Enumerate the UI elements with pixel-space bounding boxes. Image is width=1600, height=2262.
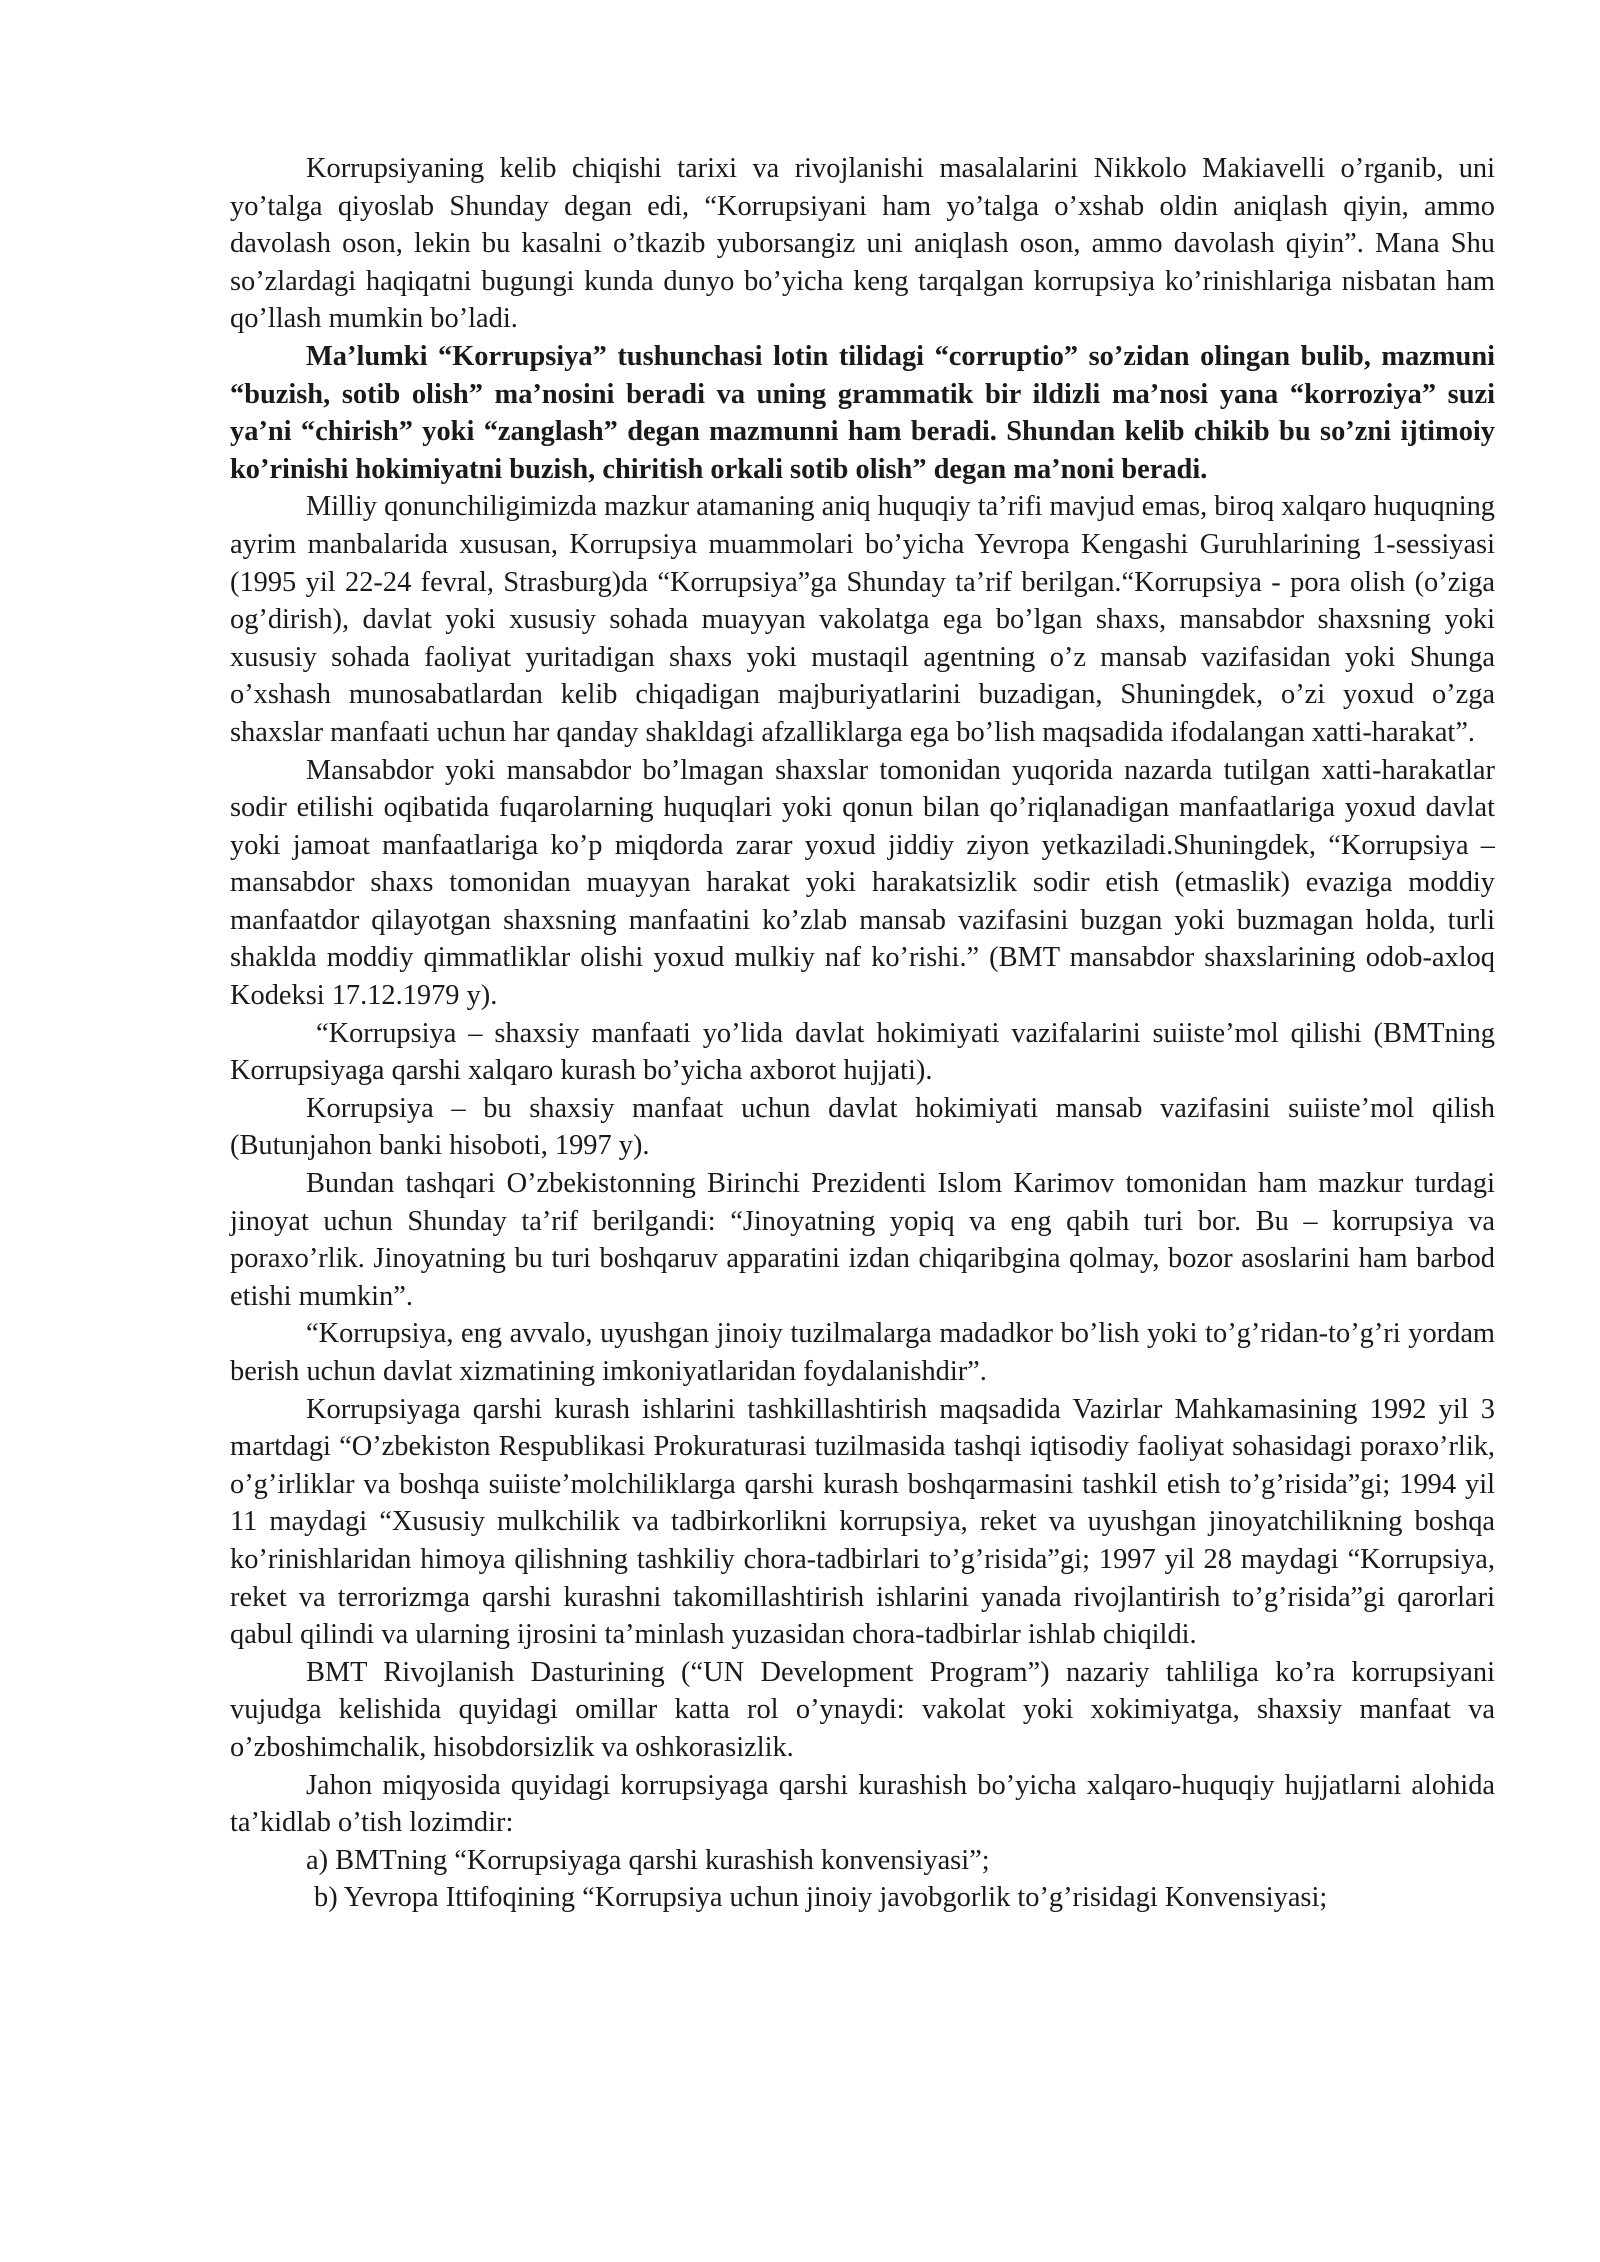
paragraph-organized-crime: “Korrupsiya, eng avvalo, uyushgan jinoiy tuzilmalarga madadkor bo’lish yoki to’g’ridan-to’g’ri yordam berish uchun davlat xizmatining imkoniyatlaridan foydalanishdir”. xyxy=(230,1318,1495,1387)
paragraph-undp-factors: BMT Rivojlanish Dasturining (“UN Development Program”) nazariy tahliliga ko’ra korrupsiyani vujudga kelishida quyidagi omillar katta rol o’ynaydi: vakolat yoki xokimiyatga, shaxsiy manfaat va o’zboshimchalik, hisobdorsizlik va oshkorasizlik. xyxy=(230,1656,1495,1763)
paragraph-un-info-definition: “Korrupsiya – shaxsiy manfaati yo’lida davlat hokimiyati vazifalarini suiiste’mol qilishi (BMTning Korrupsiyaga qarshi xalqaro kurash bo’yicha axborot hujjati). xyxy=(230,1017,1495,1087)
paragraph-world-bank-definition: Korrupsiya – bu shaxsiy manfaat uchun davlat hokimiyati mansab vazifasini suiiste’mol qilish (Butunjahon banki hisoboti, 1997 y). xyxy=(230,1092,1495,1162)
paragraph-un-code-definition: Mansabdor yoki mansabdor bo’lmagan shaxslar tomonidan yuqorida nazarda tutilgan xatti-harakatlar sodir etilishi oqibatida fuqarolarning huquqlari yoki qonun bilan qo’riqlanadigan manfaatlariga yoxud davlat yoki jamoat manfaatlariga ko’p miqdorda zarar yoxud jiddiy ziyon yetkaziladi.Shuningdek, “Korrupsiya – mansabdor shaxs tomonidan muayyan harakat yoki harakatsizlik sodir etish (etmaslik) evaziga moddiy manfaatdor qilayotgan shaxsning manfaatini ko’zlab mansab vazifasini buzgan yoki buzmagan holda, turli shaklda moddiy qimmatliklar olishi yoxud mulkiy naf ko’rishi.” (BMT mansabdor shaxslarining odob-axloq Kodeksi 17.12.1979 y). xyxy=(230,754,1495,1012)
paragraph-karimov-quote: Bundan tashqari O’zbekistonning Birinchi Prezidenti Islom Karimov tomonidan ham mazkur turdagi jinoyat uchun Shunday ta’rif berilgandi: “Jinoyatning yopiq va eng qabih turi bor. Bu – korrupsiya va poraxo’rlik. Jinoyatning bu turi boshqaruv apparatini izdan chiqaribgina qolmay, bozor asoslarini ham barbod etishi mumkin”. xyxy=(230,1168,1495,1312)
paragraph-european-council-definition: Milliy qonunchiligimizda mazkur atamaning aniq huquqiy ta’rifi mavjud emas, biroq xalqaro huquqning ayrim manbalarida xususan, Korrupsiya muammolari bo’yicha Yevropa Kengashi Guruhlarining 1-sessiyasi (1995 yil 22-24 fevral, Strasburg)da “Korrupsiya”ga Shunday ta’rif berilgan.“Korrupsiya - pora olish (o’ziga og’dirish), davlat yoki xususiy sohada muayyan vakolatga ega bo’lgan shaxs, mansabdor shaxsning yoki xususiy sohada faoliyat yuritadigan shaxs yoki mustaqil agentning o’z mansab vazifasidan yoki Shunga o’xshash munosabatlardan kelib chiqadigan majburiyatlarini buzadigan, Shuningdek, o’zi yoxud o’zga shaxslar manfaati uchun har qanday shakldagi afzalliklarga ega bo’lish maqsadida ifodalangan xatti-harakat”. xyxy=(230,491,1495,748)
list-item-a: a) BMTning “Korrupsiyaga qarshi kurashish konvensiyasi”; xyxy=(306,1844,990,1876)
paragraph-cabinet-resolutions: Korrupsiyaga qarshi kurash ishlarini tashkillashtirish maqsadida Vazirlar Mahkamasining 1992 yil 3 martdagi “O’zbekiston Respublikasi Prokuraturasi tuzilmasida tashqi iqtisodiy faoliyat sohasidagi poraxo’rlik, o’g’irliklar va boshqa suiiste’molchiliklarga qarshi kurash boshqarmasini tashkil etish to’g’risida”gi; 1994 yil 11 maydagi “Xususiy mulkchilik va tadbirkorlikni korrupsiya, reket va uyushgan jinoyatchilikning boshqa ko’rinishlaridan himoya qilishning tashkiliy chora-tadbirlari to’g’risida”gi; 1997 yil 28 maydagi “Korrupsiya, reket va terrorizmga qarshi kurashni takomillashtirish ishlarini yanada rivojlantirish to’g’risida”gi qarorlari qabul qilindi va ularning ijrosini ta’minlash yuzasidan chora-tadbirlar ishlab chiqildi. xyxy=(230,1393,1495,1651)
list-item-b: b) Yevropa Ittifoqining “Korrupsiya uchun jinoiy javobgorlik to’g’risidagi Konvensiyasi; xyxy=(314,1882,1328,1914)
paragraph-international-documents: Jahon miqyosida quyidagi korrupsiyaga qarshi kurashish bo’yicha xalqaro-huquqiy hujjatlarni alohida ta’kidlab o’tish lozimdir: xyxy=(230,1769,1495,1839)
paragraph-origin-history: Korrupsiyaning kelib chiqishi tarixi va rivojlanishi masalalarini Nikkolo Makiavelli o’rganib, uni yo’talga qiyoslab Shunday degan edi, “Korrupsiyani ham yo’talga o’xshab oldin aniqlash qiyin, ammo davolash oson, lekin bu kasalni o’tkazib yuborsangiz uni aniqlash oson, ammo davolash qiyin”. Mana Shu so’zlardagi haqiqatni bugungi kunda dunyo bo’yicha keng tarqalgan korrupsiya ko’rinishlariga nisbatan ham qo’llash mumkin bo’ladi. xyxy=(230,153,1495,335)
document-page xyxy=(230,150,1495,1917)
paragraph-etymology: Ma’lumki “Korrupsiya” tushunchasi lotin tilidagi “corruptio” so’zidan olingan bulib, mazmuni “buzish, sotib olish” ma’nosini beradi va uning grammatik bir ildizli ma’nosi yana “korroziya” suzi ya’ni “chirish” yoki “zanglash” degan mazmunni ham beradi. Shundan kelib chikib bu so’zni ijtimoiy ko’rinishi hokimiyatni buzish, chiritish orkali sotib olish” degan ma’noni beradi. xyxy=(230,340,1495,485)
